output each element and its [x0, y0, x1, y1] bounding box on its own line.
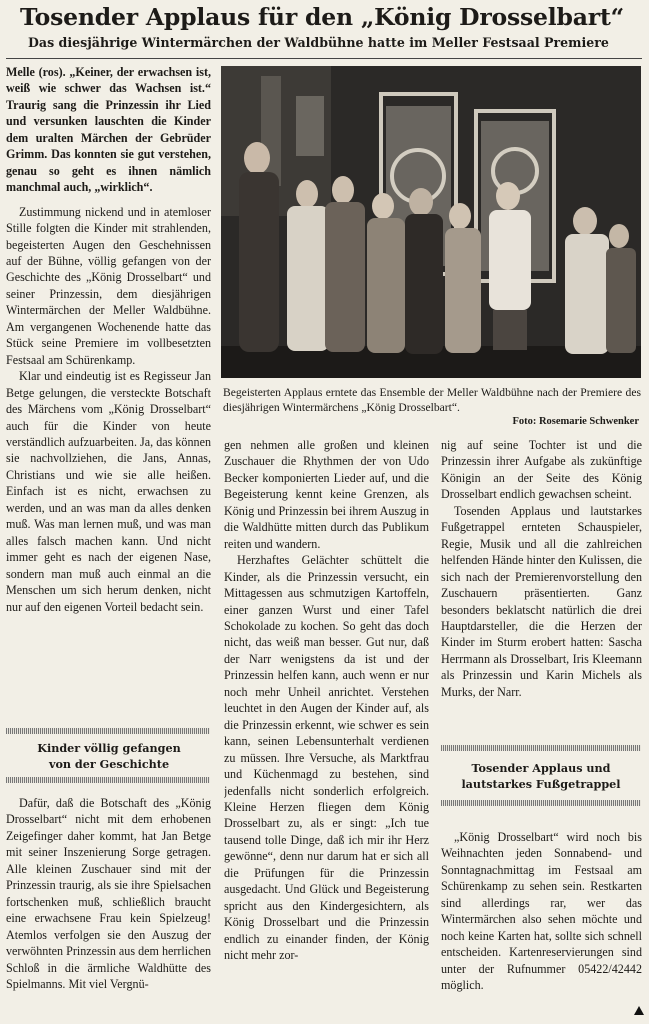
body-paragraph: Klar und eindeutig ist es Regisseur Jan Betge gelungen, die versteckte Botschaft des Märchens vom „König Drosselbart“ auch für die Kinder von heute verständlich aufzuarbeiten. Ja, das können sie nachvollziehen, die Jans, Annas, Christians und wie sie alle heißen. Einfach ist es nicht, erwachsen zu werden, und an was man da alles denken muß. Was man lernen muß, und was man alles falsch machen kann. Und nicht immer geht es nach der eigenen Nase, sondern man muß auch einmal an die Menschen um sich herum denken, nicht nur auf den eigenen Vorteil bedacht sein.: [6, 369, 211, 614]
article-headline: Tosender Applaus für den „König Drosselbart“: [20, 3, 624, 31]
column-1-bottom: [6, 795, 211, 1020]
body-paragraph: Tosenden Applaus und lautstarkes Fußgetrappel ernteten Schauspieler, Regie, Musik und all die zahlreichen helfenden Hände hinter den Kulissen, die sich nach der Premierenvorstellung den Zuschauern präsentierten. Ganz besonders beklatscht natürlich die drei Hauptdarsteller, die die Herzen der Kinder im Sturm erobert hatten: Sascha Herrmann als Drosselbart, Iris Kleemann als Prinzessin und Karin Michels als Murks, der Narr.: [441, 503, 642, 699]
body-paragraph: Herzhaftes Gelächter schüttelt die Kinder, als die Prinzessin versucht, ein Mittagessen aus schmutzigen Kartoffeln, einer ganzen Wurst und einer Tafel Schokolade zu kochen. So geht das doch nicht, das weiß man besser. Gut nur, daß der Narr wenigstens da ist und der Prinzessin helfen kann, auch wenn er nur noch mehr Unheil anrichtet. Verstehen leuchtet in den Augen der Kinder auf, als die Prinzessin erkennt, wie schwer es sein kann, seinen Lebensunterhalt verdienen zu müssen. Ihre Versuche, als Marktfrau und Küchenmagd zu bestehen, sind jedenfalls nicht sonderlich erfolgreich. Kleine Herzen fliegen dem König Drosselbart zu, als er singt: „Ich tue tausend tolle Dinge, daß ich mir ihr Herz gewönne“, denn nur darum hat er sich all die Prüfungen für die Prinzessin ausgedacht. Und Glück und Begeisterung spricht aus den Kindergesichtern, als König Drosselbart und die Prinzessin endlich zu einander finden, der König nicht mehr zor-: [224, 553, 429, 963]
body-paragraph: Dafür, daß die Botschaft des „König Drosselbart“ nicht mit dem erhobenen Zeigefinger daher kommt, hat Jan Betge mit seiner Inszenierung Sorge getragen. Alle kleinen Zuschauer sind mit der Prinzessin traurig, als sie ihre Spielsachen fortschenken muß, schließlich braucht eine erwachsene Frau kein Spielzeug! Atemlos verfolgen sie den Auszug der verwöhnten Prinzessin aus dem herrlichen Schloß in die ärmliche Waldhütte des Spielmanns. Mit viel Vergnü-: [6, 796, 211, 991]
article-end-triangle-icon: [634, 1006, 644, 1015]
photo-caption: Begeisterten Applaus erntete das Ensemble der Meller Waldbühne nach der Premiere des diesjährigen Wintermärchens „König Drosselbart“.: [223, 386, 641, 414]
section-heading-1: Kinder völlig gefangen von der Geschichte: [37, 741, 181, 771]
body-paragraph: nig auf seine Tochter ist und die Prinzessin ihrer Aufgabe als zukünftige Königin an der Seite des König Drosselbart endlich gewachsen scheint.: [441, 438, 642, 502]
body-paragraph: gen nehmen alle großen und kleinen Zuschauer die Rhythmen der von Udo Becker komponierten Lieder auf, und die Begeisterung kennt keine Grenzen, als König und Prinzessin bei ihrem Auszug in die Waldhütte mitten durch das Publikum reiten und wandern.: [224, 438, 429, 551]
section-heading-2: Tosender Applaus und lautstarkes Fußgetrappel: [461, 761, 621, 791]
column-2: [224, 437, 429, 1022]
lead-paragraph: Melle (ros). „Keiner, der erwachsen ist, weiß wie schwer das Wachsen ist.“ Traurig sang die Prinzessin ihr Lied und versunken lauschten die Kinder dem uralten Märchen der Gebrüder Grimm. Das konnten sie gut verstehen, genau so geht es ihnen nämlich manchmal auch, „wirklich“.: [6, 65, 211, 195]
box-divider-top: [6, 728, 210, 734]
body-paragraph: „König Drosselbart“ wird noch bis Weihnachten jeden Sonnabend- und Sonntagnachmittag im Festsaal am Schürenkamp zu sehen sein. Restkarten sind allerdings rar, wer das Wintermärchen also sehen möchte und noch keine Karten hat, sollte sich schnell entscheiden. Kartenreservierungen sind unter der Rufnummer 05422/42442 möglich.: [441, 830, 642, 993]
column-3-top: [441, 437, 642, 727]
body-paragraph: Zustimmung nickend und in atemloser Stille folgten die Kinder mit strahlenden, begeisterten Augen den Geschehnissen auf der Bühne, völlig gefangen von der Geschichte des „König Drosselbart“ und seiner Prinzessin, dem diesjährigen Wintermärchen der Meller Waldbühne. Am vergangenen Wochenende hatte das Stück seine Premiere im vollbesetzten Festsaal am Schürenkamp.: [6, 204, 211, 367]
box-divider-bottom: [6, 777, 210, 783]
ensemble-photo: [221, 66, 641, 378]
column-1-top: [6, 64, 211, 711]
stage-scene-image: [221, 66, 641, 378]
article-subheadline: Das diesjährige Wintermärchen der Waldbühne hatte im Meller Festsaal Premiere: [28, 35, 609, 50]
photo-credit: Foto: Rosemarie Schwenker: [512, 416, 639, 427]
box-divider-bottom: [441, 800, 641, 806]
header-rule: [6, 58, 642, 59]
column-3-bottom: [441, 829, 642, 1019]
box-divider-top: [441, 745, 641, 751]
